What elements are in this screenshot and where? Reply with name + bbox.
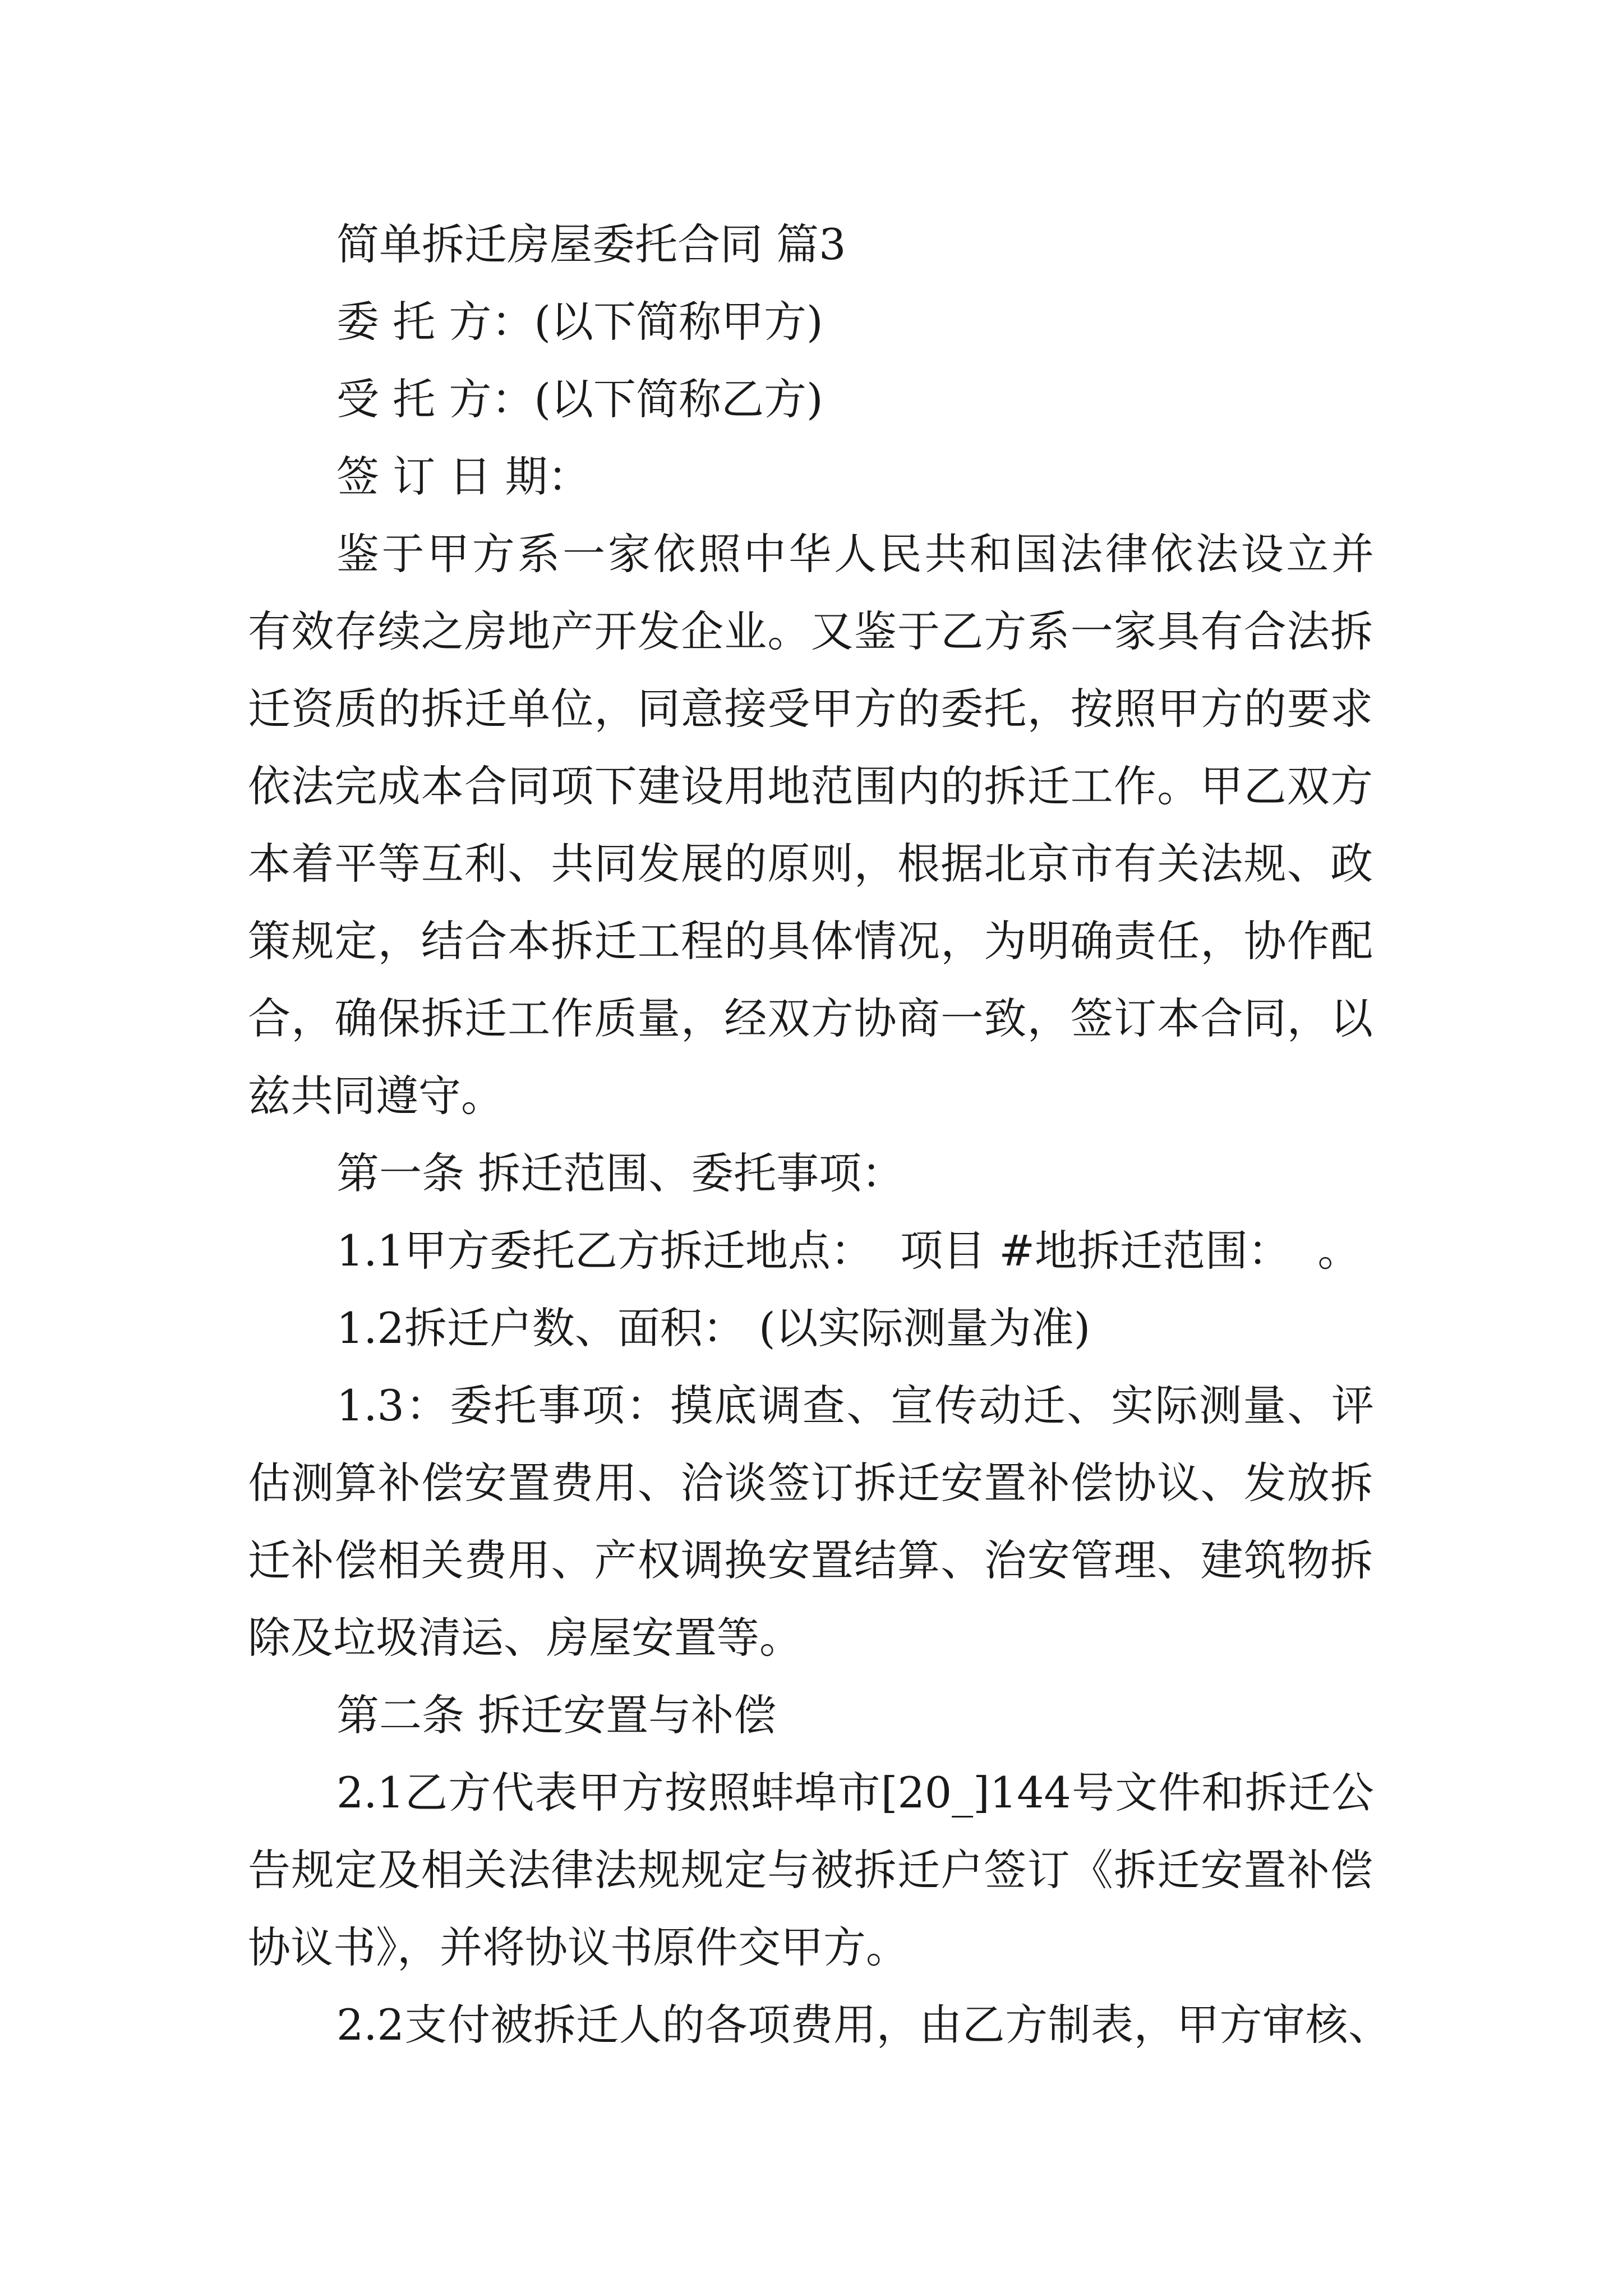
entrusted-party-field: 受 托 方：(以下简称乙方) xyxy=(336,374,823,424)
article-2-item-2-1-line: 协议书》，并将协议书原件交甲方。 xyxy=(248,1922,909,1972)
preamble-line: 迁资质的拆迁单位，同意接受甲方的委托，按照甲方的要求 xyxy=(248,684,1373,734)
preamble-line: 合，确保拆迁工作质量，经双方协商一致，签订本合同，以 xyxy=(248,993,1373,1043)
article-1-item-1-2: 1.2拆迁户数、面积： (以实际测量为准) xyxy=(336,1303,1091,1353)
entrusting-party-field: 委 托 方：(以下简称甲方) xyxy=(336,297,823,347)
document-title: 简单拆迁房屋委托合同 篇3 xyxy=(336,219,846,269)
article-1-item-1-1: 1.1甲方委托乙方拆迁地点： 项目 #地拆迁范围： 。 xyxy=(336,1226,1361,1276)
article-2-item-2-1-line: 告规定及相关法律法规规定与被拆迁户签订《拆迁安置补偿 xyxy=(248,1845,1373,1895)
preamble-line: 兹共同遵守。 xyxy=(248,1071,504,1121)
preamble-line: 有效存续之房地产开发企业。又鉴于乙方系一家具有合法拆 xyxy=(248,606,1373,656)
preamble-line: 鉴于甲方系一家依照中华人民共和国法律依法设立并 xyxy=(336,529,1374,579)
signing-date-field: 签 订 日 期： xyxy=(336,452,591,501)
preamble-line: 策规定，结合本拆迁工程的具体情况，为明确责任，协作配 xyxy=(248,916,1373,966)
article-1-heading: 第一条 拆迁范围、委托事项： xyxy=(336,1148,905,1198)
article-2-item-2-1-line: 2.1乙方代表甲方按照蚌埠市[20_]144号文件和拆迁公 xyxy=(336,1768,1374,1818)
article-1-item-1-3-line: 1.3：委托事项：摸底调查、宣传动迁、实际测量、评 xyxy=(336,1381,1374,1430)
article-2-heading: 第二条 拆迁安置与补偿 xyxy=(336,1690,777,1740)
preamble-line: 本着平等互利、共同发展的原则，根据北京市有关法规、政 xyxy=(248,839,1373,889)
article-1-item-1-3-line: 估测算补偿安置费用、洽谈签订拆迁安置补偿协议、发放拆 xyxy=(248,1458,1373,1508)
article-1-item-1-3-line: 除及垃圾清运、房屋安置等。 xyxy=(248,1613,802,1663)
article-2-item-2-2: 2.2支付被拆迁人的各项费用，由乙方制表，甲方审核、 xyxy=(336,2000,1391,2050)
article-1-item-1-3-line: 迁补偿相关费用、产权调换安置结算、治安管理、建筑物拆 xyxy=(248,1535,1373,1585)
preamble-line: 依法完成本合同项下建设用地范围内的拆迁工作。甲乙双方 xyxy=(248,761,1373,811)
